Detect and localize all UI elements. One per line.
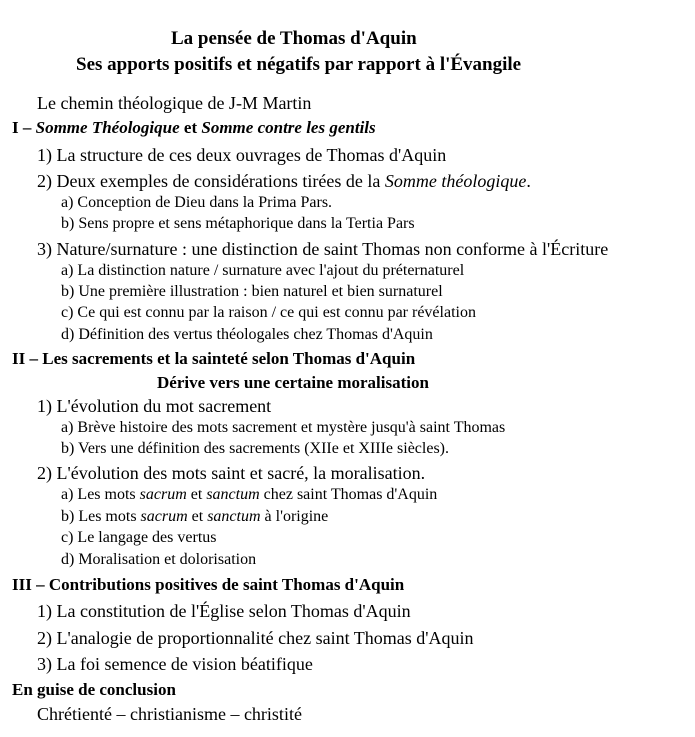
part2-item-1: 1) L'évolution du mot sacrement [37,396,272,416]
part2-item-2b-p2: et [187,508,208,525]
doc-title-line1: La pensée de Thomas d'Aquin [171,28,417,49]
part2-subheading: Dérive vers une certaine moralisation [157,373,429,392]
part2-heading: II – Les sacrements et la sainteté selon Thomas d'Aquin [12,349,416,368]
part3-item-2: 2) L'analogie de proportionnalité chez saint Thomas d'Aquin [37,628,474,648]
part2-item-2a-p1: a) Les mots [61,486,140,503]
conclusion-text: Chrétienté – christianisme – christité [37,704,302,724]
part1-item-3d: d) Définition des vertus théologales chez Thomas d'Aquin [61,326,433,343]
part2-item-2d: d) Moralisation et dolorisation [61,551,257,568]
part2-item-2c: c) Le langage des vertus [61,529,217,546]
part1-item-3a: a) La distinction nature / surnature avec l'ajout du préternaturel [61,262,465,279]
part1-number: I – [12,118,36,137]
part2-item-2b-p1: b) Les mots [61,508,141,525]
part2-item-2a-sacrum: sacrum [139,486,187,503]
part3-item-1: 1) La constitution de l'Église selon Thomas d'Aquin [37,601,411,621]
doc-title-line2: Ses apports positifs et négatifs par rapport à l'Évangile [76,54,522,75]
part2-item-2: 2) L'évolution des mots saint et sacré, la moralisation. [37,463,426,483]
conclusion-heading: En guise de conclusion [12,680,176,699]
part3-item-3: 3) La foi semence de vision béatifique [37,654,313,674]
part1-item-2-prefix: 2) Deux exemples de considérations tirées de la [37,171,385,191]
part1-item-2b: b) Sens propre et sens métaphorique dans la Tertia Pars [61,215,415,232]
part2-item-2a-sanctum: sanctum [206,486,260,503]
part2-item-1a: a) Brève histoire des mots sacrement et mystère jusqu'à saint Thomas [61,419,506,436]
part3-heading: III – Contributions positives de saint Thomas d'Aquin [12,575,405,594]
part1-item-3c: c) Ce qui est connu par la raison / ce qui est connu par révélation [61,304,476,321]
part1-item-3b: b) Une première illustration : bien naturel et bien surnaturel [61,283,443,300]
part1-title-italic-1: Somme Théologique [35,118,180,137]
part1-title-italic-2: Somme contre les gentils [201,118,376,137]
part2-item-2a [61,487,437,503]
intro-line: Le chemin théologique de J-M Martin [37,93,312,113]
part1-item-2a: a) Conception de Dieu dans la Prima Pars. [61,194,333,211]
part1-heading [12,119,376,136]
part1-item-3: 3) Nature/surnature : une distinction de saint Thomas non conforme à l'Écriture [37,239,609,259]
part2-item-2b-sanctum: sanctum [207,508,261,525]
part1-item-1: 1) La structure de ces deux ouvrages de Thomas d'Aquin [37,145,447,165]
part1-title-and: et [179,118,202,137]
part1-item-2 [37,172,531,190]
part1-item-2-suffix: . [526,171,531,191]
part2-item-2b-p3: à l'origine [260,508,329,525]
part2-item-2b-sacrum: sacrum [140,508,188,525]
part1-item-2-italic: Somme théologique [384,171,527,191]
part2-item-2a-p2: et [186,486,207,503]
part2-item-1b: b) Vers une définition des sacrements (XIIe et XIIIe siècles). [61,440,449,457]
part2-item-2a-p3: chez saint Thomas d'Aquin [259,486,438,503]
part2-item-2b [61,509,328,525]
